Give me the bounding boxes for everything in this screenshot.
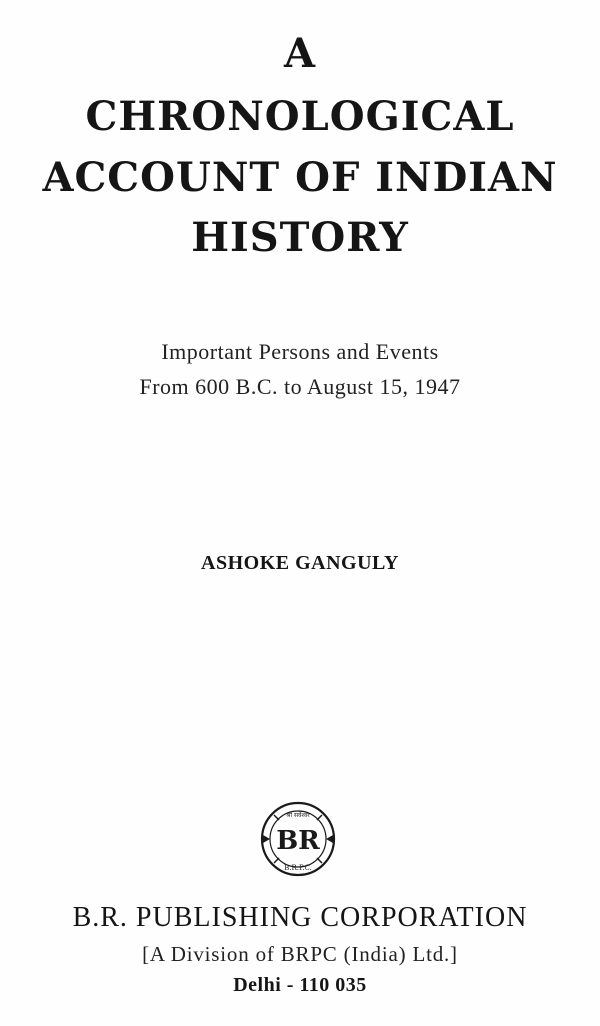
title-line-1: A [283, 30, 317, 77]
brpc-seal-icon [259, 800, 337, 878]
logo-top-text: श्री सर्वेश्वर [286, 812, 310, 819]
logo-monogram: BR [276, 826, 320, 856]
author-name: ASHOKE GANGULY [201, 552, 399, 574]
publisher-division: [A Division of BRPC (India) Ltd.] [142, 942, 458, 966]
publisher-name: B.R. PUBLISHING CORPORATION [72, 902, 528, 933]
title-line-4: HISTORY [191, 214, 409, 261]
subtitle-line-1: Important Persons and Events [161, 339, 439, 364]
subtitle-line-2: From 600 B.C. to August 15, 1947 [139, 374, 461, 399]
title-line-3: ACCOUNT OF INDIAN [42, 154, 558, 201]
logo-bottom-text: B.R.P.C. [284, 864, 312, 872]
publisher-city: Delhi - 110 035 [233, 974, 367, 996]
title-line-2: CHRONOLOGICAL [85, 93, 515, 140]
